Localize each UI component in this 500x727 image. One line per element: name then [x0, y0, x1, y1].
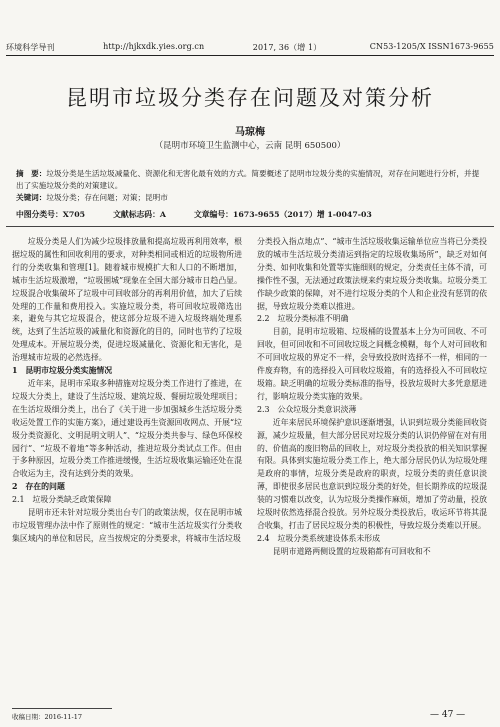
- paper-title: 昆明市垃圾分类存在问题及对策分析: [66, 86, 434, 110]
- footnote-rule: [12, 708, 112, 709]
- body-paragraph: 近年来，昆明市采取多种措施对垃圾分类工作进行了推进，在垃圾大分类上，建设了生活垃圾、建筑垃圾、餐厨垃圾处理项目；在生活垃圾细分类上，出台了《关于进一步加强城乡生活垃圾分类收运处置工作的实施方案》，通过建设再生资源回收网点、开展“垃圾分类资源化、文明昆明文明人”、“垃圾分类共参与、绿色环保校园行”、“垃圾不着地”等多种活动，推进垃圾分类试点工作。但由于多种原因，垃圾分类工作推进缓慢，生活垃圾收集运输还处在混合收运为主，没有达到分类的效果。: [12, 378, 242, 479]
- left-column: [12, 236, 242, 546]
- section-heading: 1 昆明市垃圾分类实施情况: [12, 366, 113, 376]
- section-heading: 2 存在的问题: [12, 482, 65, 492]
- keywords-text: 垃圾分类；存在问题；对策；昆明市: [46, 193, 168, 202]
- abstract-rule: [6, 226, 494, 227]
- abstract: [16, 168, 486, 192]
- running-header: [6, 42, 494, 53]
- body-paragraph: 目前，昆明市垃圾箱、垃圾桶的设置基本上分为可回收、不可回收，但可回收和不可回收垃圾之间概念模糊，每个人对可回收和不可回收垃圾的界定不一样，会导致投放时选择不一样，相同的一件废弃物，有的选择投入可回收垃圾箱，有的选择投入不可回收垃圾箱。缺乏明确的垃圾分类标准的指导，投放垃圾时大多凭意愿进行，影响垃圾分类实施的效果。: [257, 327, 487, 401]
- journal-name: 环境科学导刊: [6, 43, 55, 52]
- body-paragraph: 昆明市还未针对垃圾分类出台专门的政策法规，仅在昆明市城市垃圾管理办法中作了原则性的规定：“城市生活垃圾实行分类收集区域内的单位和居民，应当按规定的分类要求，将城市生活垃圾: [12, 508, 242, 543]
- keywords-label: 关键词：: [16, 193, 47, 202]
- abstract-block: [16, 168, 486, 204]
- affiliation: （昆明市环境卫生监测中心，云南 昆明 650500）: [154, 141, 346, 151]
- header-rule: [6, 55, 494, 56]
- clc-number: 中图分类号：X705: [16, 210, 86, 219]
- section-heading: 2.4 垃圾分类系统建设体系未形成: [257, 533, 381, 543]
- section-heading: 2.2 垃圾分类标准不明确: [257, 314, 349, 324]
- article-number: 文章编号：1673-9655（2017）增 1-0047-03: [193, 210, 372, 219]
- abstract-label: 摘 要：: [16, 169, 47, 178]
- right-column: [257, 236, 487, 559]
- page-number: — 47 —: [430, 710, 466, 720]
- document-code: 文献标志码：A: [113, 210, 166, 219]
- body-paragraph: 昆明市道路两侧设置的垃圾箱都有可回收和不: [272, 546, 431, 556]
- year-issue: 2017, 36（增 1）: [252, 43, 322, 52]
- section-heading: 2.1 垃圾分类缺乏政策保障: [12, 495, 112, 505]
- received-date: 收稿日期：2016-11-17: [12, 713, 82, 721]
- article-meta: [16, 209, 486, 220]
- body-paragraph: 近年来居民环境保护意识逐渐增强，认识到垃圾分类能回收资源，减少垃圾量，但大部分居民对垃圾分类的认识仍停留在对有用的、价值高的废旧物品的回收上，对垃圾分类投放的相关知识掌握有限。具体到实施垃圾分类工作上，绝大部分居民仍认为垃圾处理是政府的事情，垃圾分类是政府的职责，垃圾分类的责任意识淡薄，即使很多居民也意识到垃圾分类的好处，但长期养成的垃圾混装的习惯难以改变，认为垃圾分类操作麻烦，增加了劳动量，投放垃圾时依然选择混合投放。另外垃圾分类投放后，收运环节将其混合收集，打击了居民垃圾分类的积极性，导致垃圾分类难以开展。: [257, 417, 487, 530]
- body-paragraph: 垃圾分类是人们为减少垃圾排放量和提高垃圾再利用效率，根据垃圾的属性和回收利用的要求，对种类相同或相近的垃圾物所进行的分类收集和管理[1]。随着城市规模扩大和人口的不断增加，城市生活垃圾激增，“垃圾围城”现象在全国大部分城市日趋凸显。垃圾混合收集破坏了垃圾中可回收部分的再利用价值，加大了后续处理的工作量和费用投入。实施垃圾分类，将可回收垃圾筛选出来，避免与其它垃圾混合，使这部分垃圾不进入垃圾终端处理系统，达到了生活垃圾的减量化和资源化的目的，同时也节约了垃圾处理成本。开展垃圾分类，促进垃圾减量化、资源化和无害化，是治理城市垃圾的必然选择。: [12, 237, 242, 363]
- author: 马琼梅: [235, 127, 265, 138]
- abstract-text: 垃圾分类是生活垃圾减量化、资源化和无害化最有效的方式。简要概述了昆明市垃圾分类的实施情况，对存在问题进行分析，并提出了实施垃圾分类的对策建议。: [16, 169, 480, 190]
- section-heading: 2.3 公众垃圾分类意识淡薄: [257, 404, 357, 414]
- body-paragraph: 分类投入指点地点”、“城市生活垃圾收集运输单位应当将已分类投放的城市生活垃圾分类清运到指定的垃圾收集场所”，缺乏对如何分类、如何收集和处置等实施细则的规定，分类责任主体不清，可操作性不强，无法通过政策法规来约束垃圾分类收集。垃圾分类工作缺少政策的保障，对不进行垃圾分类的个人和企业没有惩罚的依据，导致垃圾分类难以推进。: [257, 237, 487, 311]
- keywords: [16, 192, 486, 204]
- journal-url[interactable]: http://hjkxdk.yies.org.cn: [103, 42, 205, 51]
- cn-issn: CN53-1205/X ISSN1673-9655: [369, 42, 494, 51]
